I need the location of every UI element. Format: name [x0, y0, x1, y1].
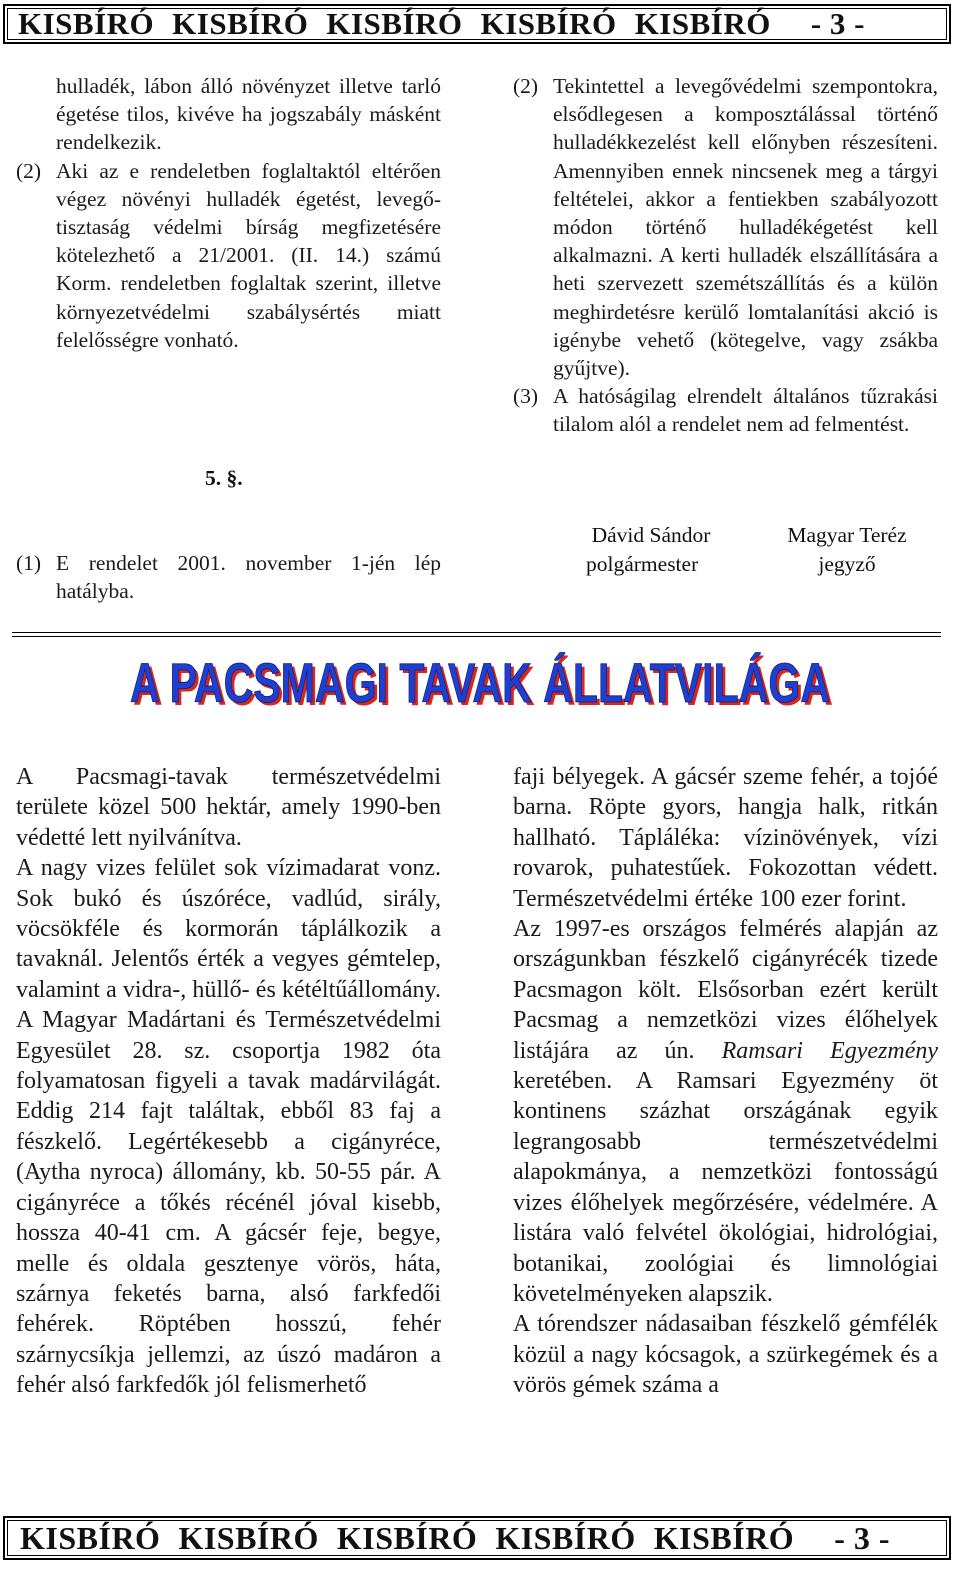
signature-mayor	[566, 521, 736, 578]
paragraph-text: Tekintettel a levegővédelmi szempontokra, elsődlegesen a komposztálással történő hulladékkezelést kell előnyben részesíteni. Amennyiben ennek nincsenek meg a tárgyi feltételei, akkor a fentiekben szabályozott módon történő hulladékégetést kell alkalmazni. A kerti hulladék elszállítására a heti szervezett szemétszállítás és a külön meghirdetésre kerülő lomtalanítási akció is igénybe vehető (kötegelve, vagy zsákba gyűjtve).	[553, 74, 938, 381]
paragraph-number: (1)	[16, 551, 42, 575]
header-word: KISBÍRÓ	[326, 6, 463, 41]
header-word: KISBÍRÓ	[634, 6, 771, 41]
article-headline	[120, 648, 840, 710]
footer-word: KISBÍRÓ	[178, 1519, 319, 1556]
paragraph-text: A hatóságilag elrendelt általános tűzrakási tilalom alól a rendelet nem ad felmentést.	[553, 384, 938, 437]
section-mark: 5. §.	[205, 466, 243, 490]
header-banner	[3, 4, 951, 44]
regulation-paragraph-2	[16, 157, 441, 354]
regulation-effective-date	[16, 549, 441, 605]
header-word: KISBÍRÓ	[18, 6, 155, 41]
paragraph-text: Aki az e rendeletben foglaltaktól eltérően végez növényi hulladék égetést, levegő-tisztaság védelmi bírság megfizetésére kötelezhető a 21/2001. (II. 14.) számú Korm. rendeletben foglaltak szerint, illetve környezetvédelmi szabálysértés miatt felelősségre vonható.	[56, 158, 441, 352]
regulation-paragraph-2b	[513, 72, 938, 382]
paragraph-number: (2)	[16, 158, 42, 183]
article-text: keretében. A Ramsari Egyezmény öt kontinens százhat országának egyik legrangosabb természetvédelmi alapokmánya, a nemzetközi fontosságú vizes élőhelyek megőrzésére, védelmére. A listára való felvétel ökológiai, hidrológiai, botanikai, zoológiai és limnológiai követelményeken alapszik.	[513, 1068, 938, 1307]
regulation-paragraph-3	[513, 382, 938, 438]
signature-title: jegyző	[818, 551, 876, 576]
signature-name: Magyar Teréz	[787, 523, 907, 547]
paragraph-text: E rendelet 2001. november 1-jén lép hatályba.	[56, 551, 441, 604]
footer-word: KISBÍRÓ	[495, 1519, 636, 1556]
footer-page-number: - 3 -	[834, 1519, 890, 1556]
convention-name: Ramsari Egyezmény	[721, 1037, 939, 1064]
article-paragraph: A nagy vizes felület sok vízimadarat vonz. Sok bukó és úszóréce, vadlúd, sirály, vöcsökféle és kormorán táplálkozik a tavaknál. Jelentős érték a vegyes gémtelep, valamint a vidra-, hüllő- és kétéltűállomány. A Magyar Madártani és Természetvédelmi Egyesület 28. sz. csoportja 1982 óta folyamatosan figyeli a tavak madárvilágát. Eddig 214 fajt találtak, ebből 83 faj a fészkelő. Legértékesebb a cigányréce, (Aytha nyroca) állomány, kb. 50-55 pár. A cigányréce a tőkés récénél jóval kisebb, hossza 40-41 cm. A gácsér feje, begye, melle és oldala gesztenye vörös, háta, szárnya feketés barna, alsó farkfedői fehérek. Röptében hosszú, fehér szárnycsíkja jellemzi, az úszó madáron a fehér alsó farkfedők jól felismerhető	[16, 855, 441, 1399]
signature-notary	[762, 521, 932, 578]
article-paragraph: faji bélyegek. A gácsér szeme fehér, a tojóé barna. Röpte gyors, hangja halk, ritkán hallható. Tápláléka: vízinövények, vízi rovarok, puhatestűek. Fokozottan védett. Természetvédelmi értéke 100 ezer forint.	[513, 764, 938, 912]
footer-word: KISBÍRÓ	[653, 1519, 795, 1556]
footer-word: KISBÍRÓ	[20, 1519, 161, 1556]
header-page-number: - 3 -	[810, 6, 866, 41]
regulation-left-column	[16, 72, 441, 354]
signature-title: polgármester	[586, 551, 699, 576]
divider-rule	[12, 632, 941, 633]
divider-rule	[12, 636, 941, 637]
article-text: Az 1997-es országos felmérés alapján az országunkban fészkelő cigányrécék tizede Pacsmagon költ. Elsősorban ezért került Pacsmag a nemzetközi vizes élőhelyek listájára az ún.	[513, 916, 938, 1064]
header-word: KISBÍRÓ	[480, 6, 617, 41]
article-paragraph	[513, 914, 938, 1309]
article-left-column	[16, 762, 441, 1401]
article-paragraph: A tórendszer nádasaiban fészkelő gémfélék közül a nagy kócsagok, a szürkegémek és a vörös gémek száma a	[513, 1311, 938, 1399]
paragraph-number: (2)	[513, 74, 539, 98]
article-right-column	[513, 762, 938, 1401]
header-word: KISBÍRÓ	[172, 6, 309, 41]
footer-banner	[3, 1516, 951, 1560]
regulation-paragraph-1	[16, 549, 441, 605]
signature-name: Dávid Sándor	[591, 523, 711, 547]
headline-text: A PACSMAGI TAVAK ÁLLATVILÁGA	[130, 651, 830, 710]
article-paragraph: A Pacsmagi-tavak természetvédelmi területe közel 500 hektár, amely 1990-ben védetté lett nyilvánítva.	[16, 764, 441, 851]
footer-word: KISBÍRÓ	[336, 1519, 478, 1556]
paragraph-number: (3)	[513, 384, 539, 409]
regulation-right-column	[513, 72, 938, 439]
headline-shadow: A PACSMAGI TAVAK ÁLLATVILÁGA	[133, 654, 833, 710]
regulation-intro: hulladék, lábon álló növényzet illetve tarló égetése tilos, kivéve ha jogszabály másként rendelkezik.	[56, 74, 441, 155]
